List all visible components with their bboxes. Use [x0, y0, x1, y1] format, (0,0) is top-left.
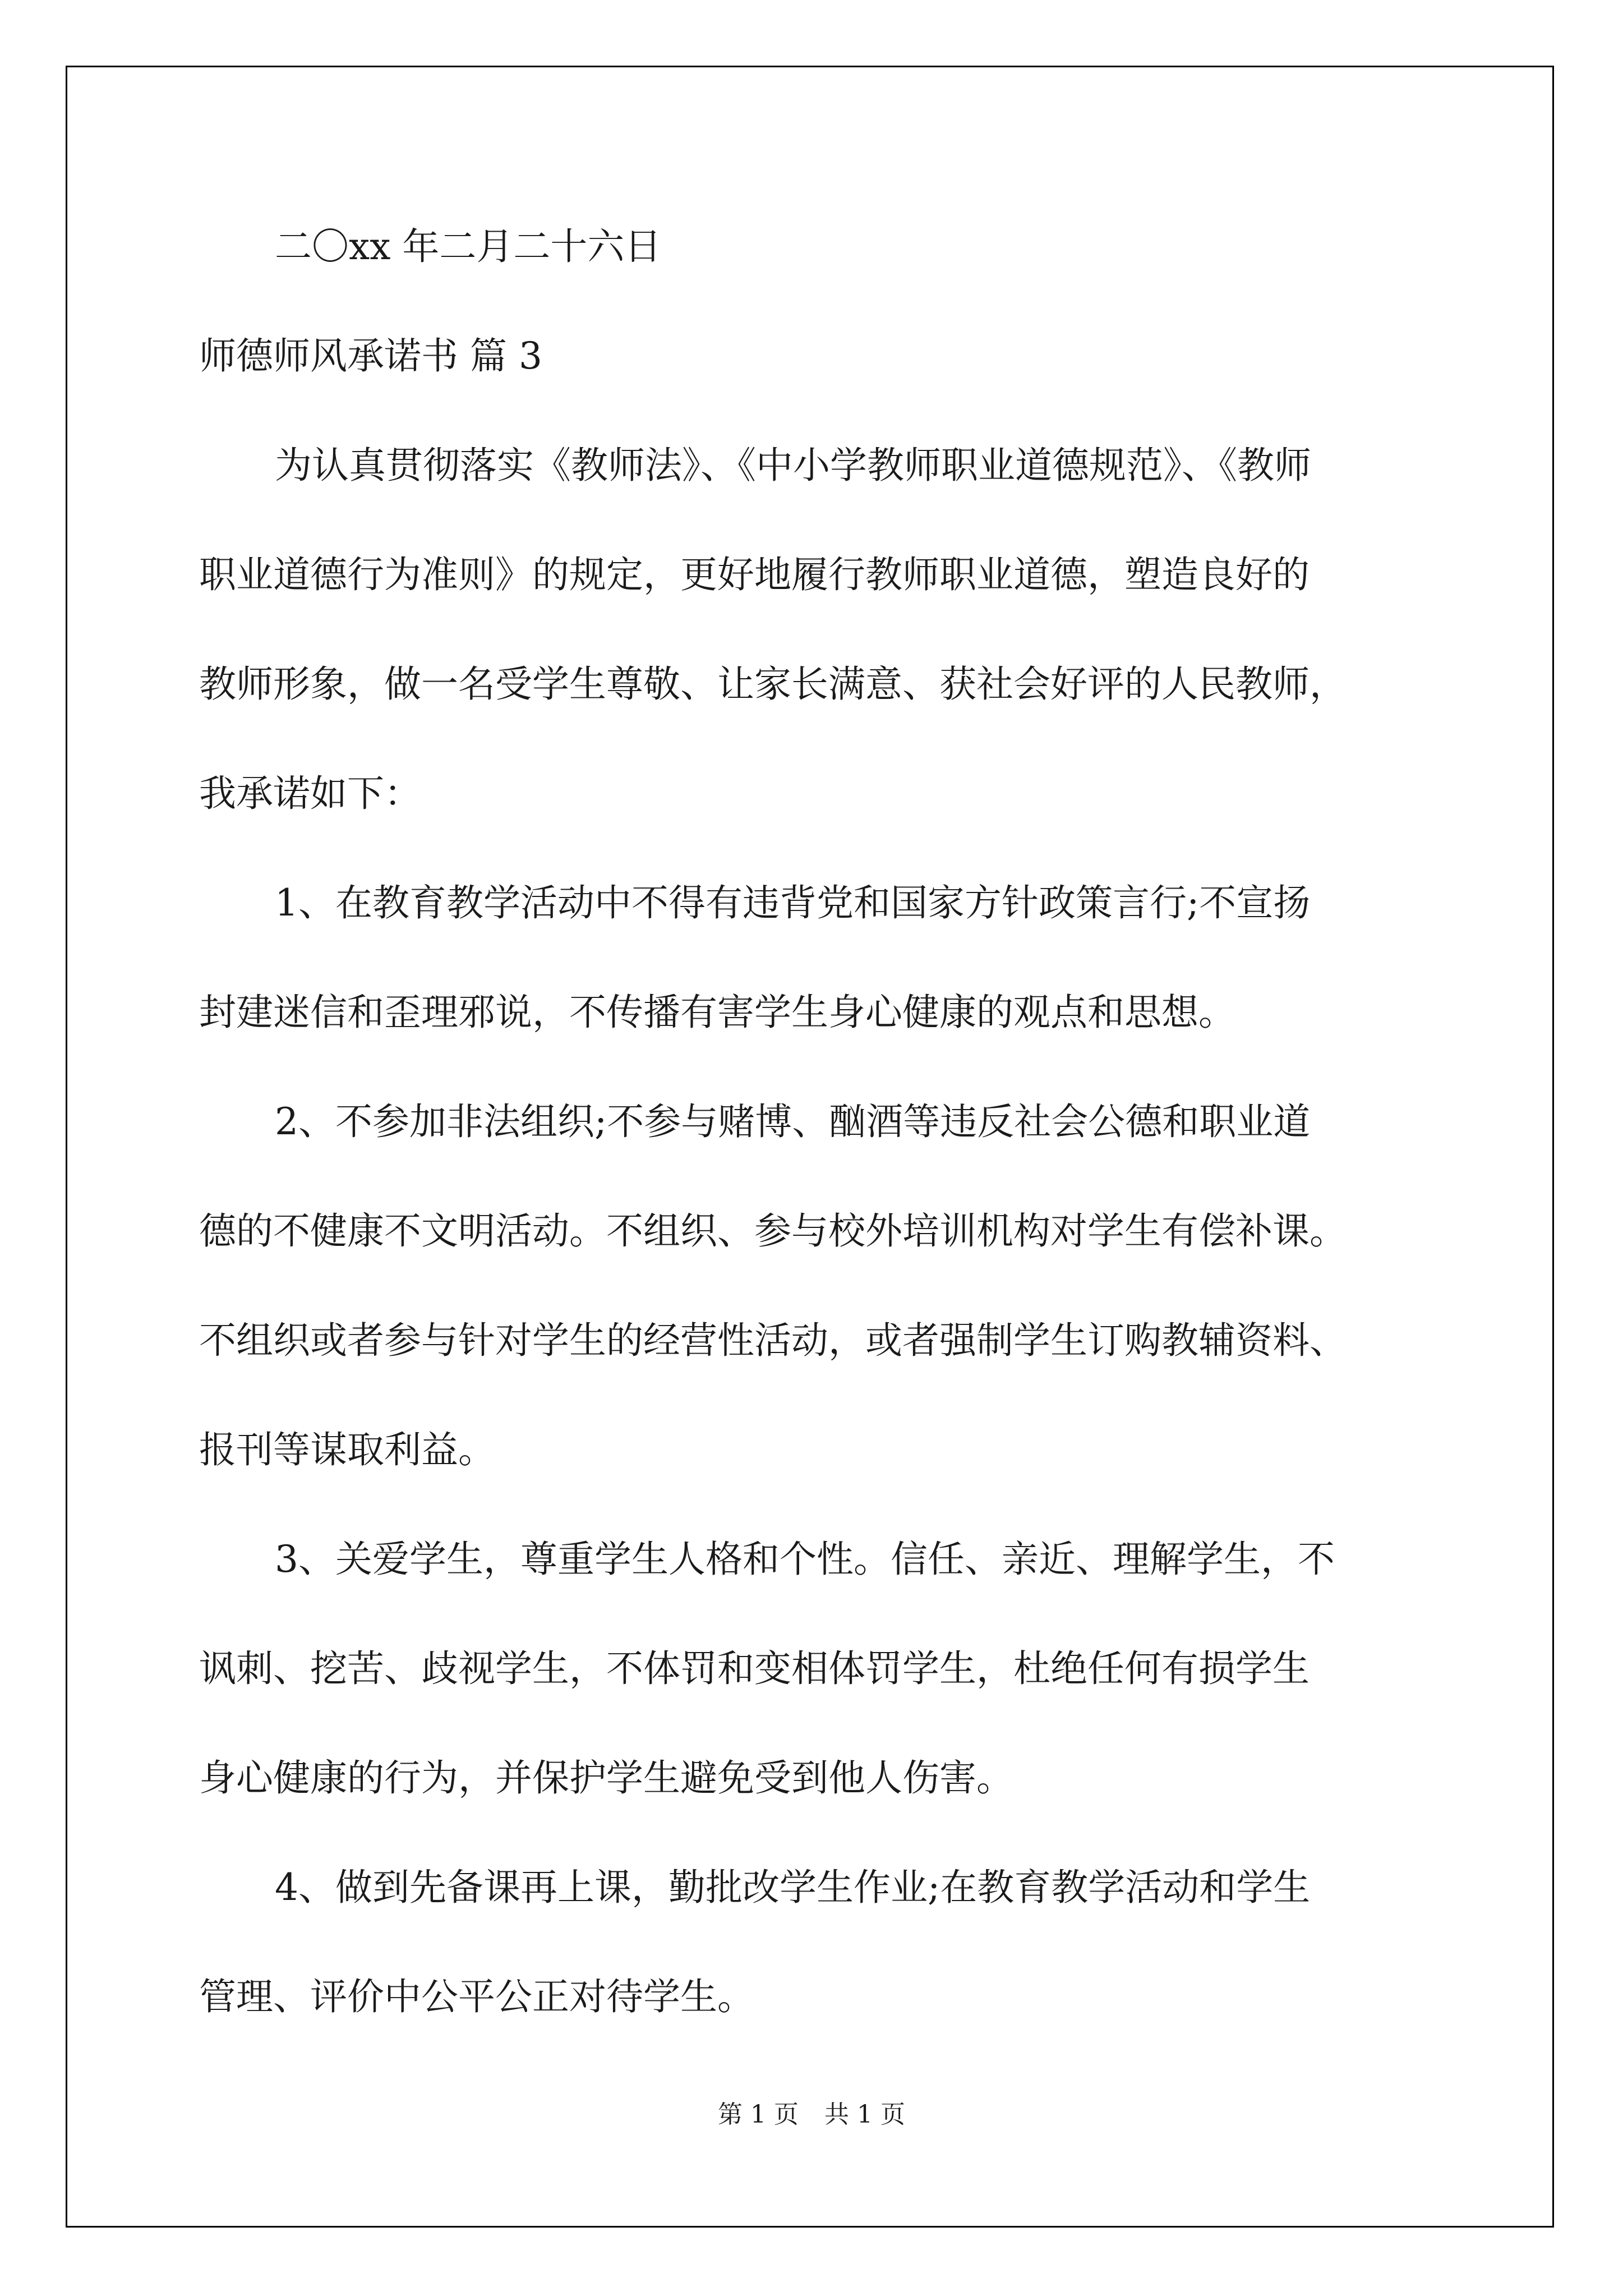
paragraph-line: 讽刺、挖苦、歧视学生，不体罚和变相体罚学生，杜绝任何有损学生 [199, 1647, 1310, 1690]
paragraph-line: 管理、评价中公平公正对待学生。 [199, 1975, 754, 2018]
paragraph-line: 报刊等谋取利益。 [199, 1428, 495, 1471]
page-footer [0, 2098, 1623, 2132]
page-total: 共 1 页 [824, 2100, 905, 2129]
paragraph-line: 3、关爱学生，尊重学生人格和个性。信任、亲近、理解学生，不 [275, 1538, 1335, 1581]
document-heading: 师德师风承诺书 篇 3 [199, 334, 542, 378]
paragraph-line: 我承诺如下： [199, 772, 421, 815]
paragraph-line: 封建迷信和歪理邪说，不传播有害学生身心健康的观点和思想。 [199, 991, 1235, 1034]
paragraph-line: 职业道德行为准则》的规定，更好地履行教师职业道德，塑造良好的 [199, 553, 1310, 596]
paragraph-line: 1、在教育教学活动中不得有违背党和国家方针政策言行;不宣扬 [275, 881, 1311, 924]
paragraph-line: 不组织或者参与针对学生的经营性活动，或者强制学生订购教辅资料、 [199, 1319, 1347, 1362]
paragraph-line: 教师形象，做一名受学生尊敬、让家长满意、获社会好评的人民教师， [199, 662, 1347, 706]
paragraph-line: 德的不健康不文明活动。不组织、参与校外培训机构对学生有偿补课。 [199, 1209, 1347, 1253]
paragraph-line: 身心健康的行为，并保护学生避免受到他人伤害。 [199, 1756, 1013, 1800]
date-line: 二〇xx 年二月二十六日 [275, 225, 662, 268]
paragraph-line: 2、不参加非法组织;不参与赌博、酗酒等违反社会公德和职业道 [275, 1100, 1311, 1143]
paragraph-line: 4、做到先备课再上课，勤批改学生作业;在教育教学活动和学生 [275, 1866, 1311, 1909]
page-number: 第 1 页 [718, 2100, 799, 2129]
paragraph-line: 为认真贯彻落实《教师法》、《中小学教师职业道德规范》、《教师 [275, 444, 1311, 487]
